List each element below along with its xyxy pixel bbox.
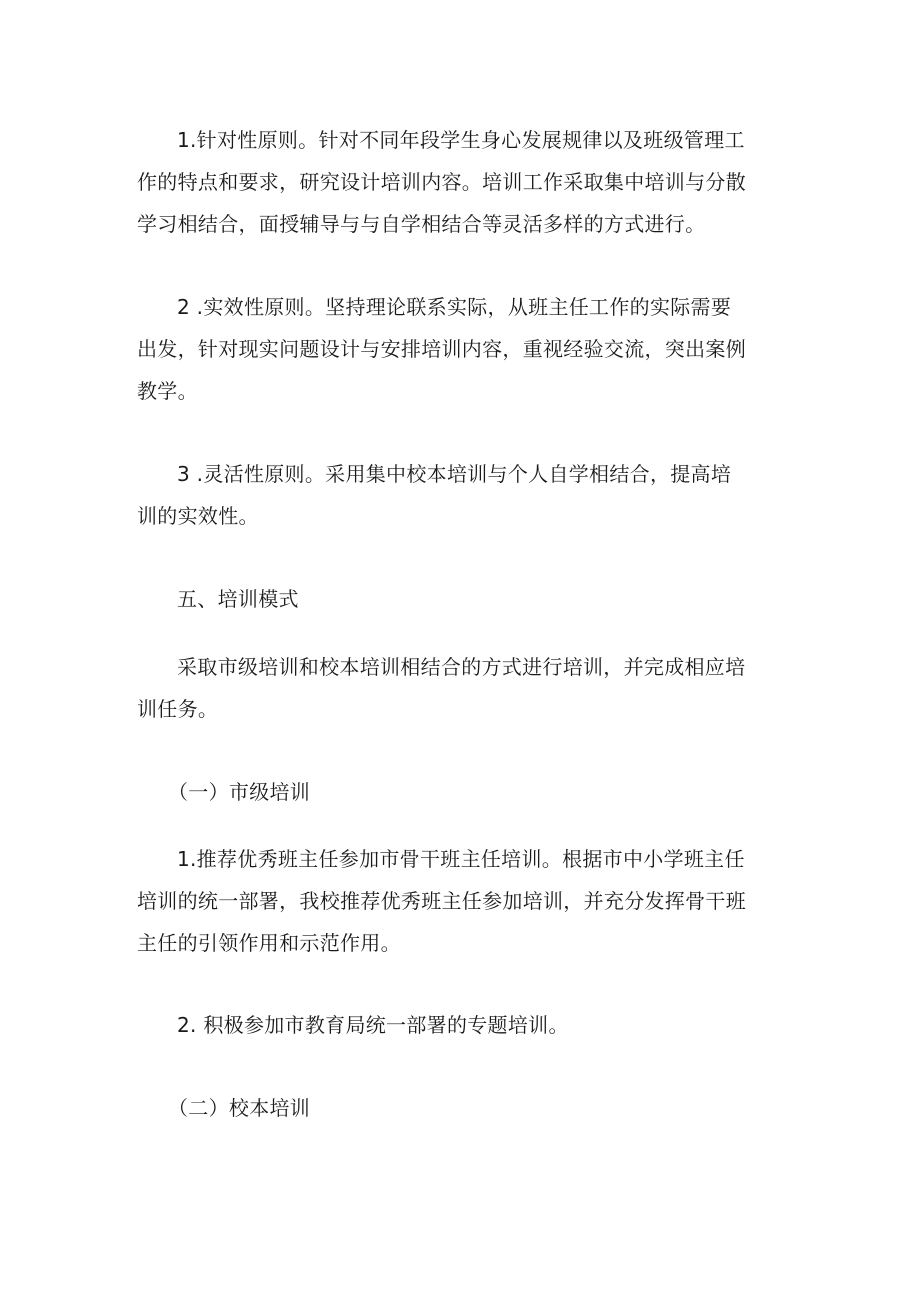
paragraph-line: 1.推荐优秀班主任参加市骨干班主任培训。根据市中小学班主任 [177, 847, 745, 871]
paragraph-recommend-teachers [137, 838, 787, 964]
paragraph-line: 出发，针对现实问题设计与安排培训内容，重视经验交流，突出案例 [137, 337, 746, 361]
paragraph-line: 教学。 [137, 379, 198, 403]
paragraph-line: 作的特点和要求，研究设计培训内容。培训工作采取集中培训与分散 [137, 170, 746, 194]
paragraph-line: 培训的统一部署，我校推荐优秀班主任参加培训，并充分发挥骨干班 [137, 889, 746, 913]
paragraph-line: 3 .灵活性原则。采用集中校本培训与个人自学相结合，提高培 [177, 462, 732, 486]
paragraph-line: 1.针对性原则。针对不同年段学生身心发展规律以及班级管理工 [177, 128, 745, 152]
paragraph-principle-flexible [137, 453, 787, 537]
paragraph-training-mode [137, 646, 787, 730]
paragraph-line: 学习相结合，面授辅导与与自学相结合等灵活多样的方式进行。 [137, 212, 706, 236]
paragraph-line: 主任的引领作用和示范作用。 [137, 931, 401, 955]
paragraph-line: 2 .实效性原则。坚持理论联系实际，从班主任工作的实际需要 [177, 295, 732, 319]
subsection-heading-city-training: （一）市级培训 [168, 780, 311, 804]
paragraph-line: 采取市级培训和校本培训相结合的方式进行培训，并完成相应培 [177, 655, 746, 679]
paragraph-line: 2. 积极参加市教育局统一部署的专题培训。 [177, 1013, 569, 1037]
paragraph-principle-targeted [137, 119, 787, 245]
subsection-heading-school-training: （二）校本培训 [168, 1096, 311, 1120]
paragraph-line: 训任务。 [137, 697, 219, 721]
section-heading-training-mode: 五、培训模式 [177, 587, 299, 611]
paragraph-line: 训的实效性。 [137, 504, 259, 528]
paragraph-principle-effective [137, 286, 787, 412]
paragraph-special-training [137, 1004, 787, 1046]
